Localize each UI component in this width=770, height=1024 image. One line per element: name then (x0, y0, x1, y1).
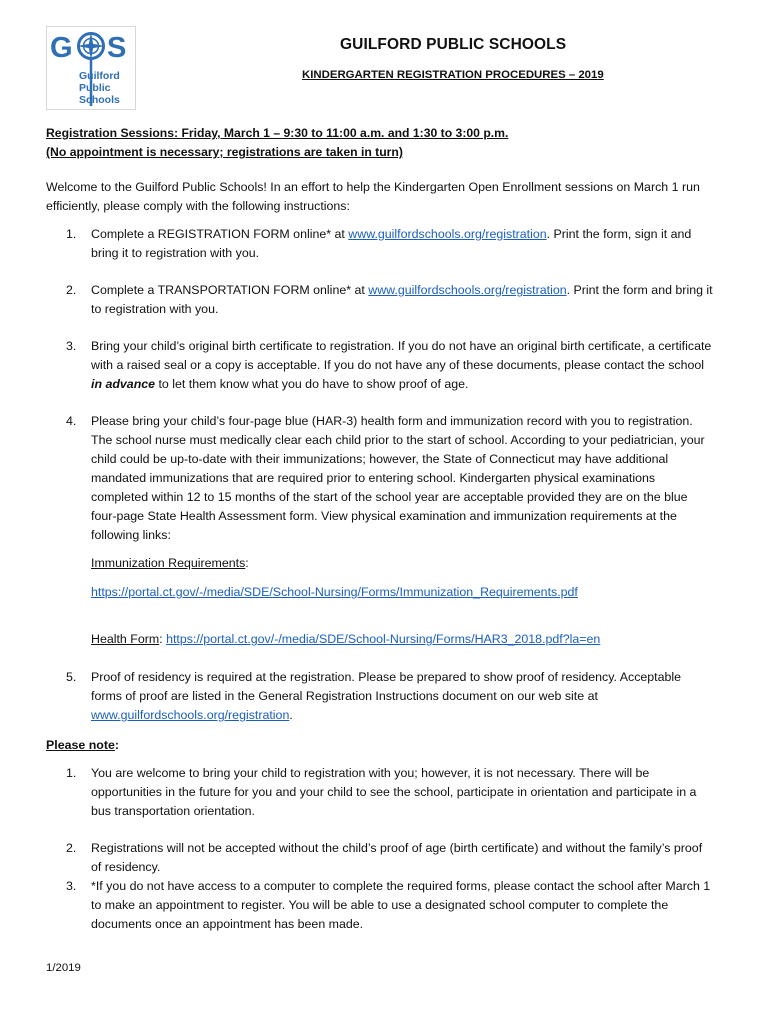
registration-link[interactable]: www.guilfordschools.org/registration (348, 227, 547, 241)
logo-line-3: Schools (79, 94, 120, 106)
item-number: 1. (66, 766, 77, 780)
item-text-end: . Print the form, sign it and bring it to registration with you. (91, 227, 692, 260)
item-text: Bring your child’s original birth certificate to registration. If you do not have an original birth certificate, a certificate with a raised seal or a copy is acceptable. If you do not have any of these documents, please contact the school (91, 339, 712, 372)
immunization-link-line (91, 583, 721, 602)
instruction-item-1 (66, 225, 714, 263)
sessions-line-2: (No appointment is necessary; registrations are taken in turn) (46, 145, 403, 159)
immunization-colon: : (245, 556, 249, 570)
item-text: *If you do not have access to a computer to complete the required forms, please contact the school after March 1 to make an appointment to register. You will be able to use a designated school computer to complete the documents once an appointment has been made. (91, 879, 711, 931)
instruction-item-2 (66, 281, 714, 319)
item-number: 2. (66, 841, 77, 855)
note-item-3 (66, 877, 714, 934)
item-number: 5. (66, 670, 77, 684)
item-text: Proof of residency is required at the registration. Please be prepared to show proof of residency. Acceptable forms of proof are listed in the General Registration Instructions document on our web site at (91, 670, 682, 703)
item-number: 2. (66, 283, 77, 297)
please-note-label: Please note (46, 738, 115, 752)
health-form-label: Health Form (91, 632, 160, 646)
note-item-2 (66, 839, 714, 877)
item-text-end: to let them know what you do have to show proof of age. (155, 377, 469, 391)
item-number: 1. (66, 227, 77, 241)
item-text: Please bring your child’s four-page blue (HAR-3) health form and immunization record with you to registration. The school nurse must medically clear each child prior to the start of school. According to your pediatrician, your child could be up-to-date with their immunizations; however, the State of Connecticut may have additional mandated immunizations that are required prior to entering school. Kindergarten physical examinations completed within 12 to 15 months of the start of the school year are acceptable provided they are on the blue four-page State Health Assessment form. View physical examination and immunization requirements at the following links: (91, 414, 705, 542)
instruction-item-5 (66, 668, 714, 725)
note-item-1 (66, 764, 714, 821)
in-advance-emphasis: in advance (91, 377, 156, 391)
immunization-label-line (91, 554, 721, 573)
please-note-colon: : (114, 738, 120, 752)
health-form-line (91, 630, 721, 649)
please-note-heading (46, 738, 119, 752)
item-text-end: . (289, 708, 293, 722)
sessions-line-1: Registration Sessions: Friday, March 1 – 9:30 to 11:00 a.m. and 1:30 to 3:00 p.m. (46, 126, 509, 140)
instruction-item-4 (66, 412, 714, 545)
transportation-link[interactable]: www.guilfordschools.org/registration (368, 283, 567, 297)
item-text: Complete a TRANSPORTATION FORM online* at (91, 283, 369, 297)
page-subtitle: KINDERGARTEN REGISTRATION PROCEDURES – 2019 (302, 69, 604, 81)
item-number: 3. (66, 879, 77, 893)
logo-line-1: Guilford (79, 70, 120, 82)
logo-line-2: Public (79, 82, 111, 94)
logo-letter-g: G (50, 32, 73, 64)
instruction-item-3 (66, 337, 714, 394)
footer-date: 1/2019 (46, 962, 81, 974)
logo-letter-s: S (107, 32, 127, 64)
item-number: 4. (66, 414, 77, 428)
registration-sessions (46, 124, 508, 162)
item-text: Registrations will not be accepted without the child’s proof of age (birth certificate) and without the family’s proof of residency. (91, 841, 703, 874)
item-number: 3. (66, 339, 77, 353)
item-text: Complete a REGISTRATION FORM online* at (91, 227, 349, 241)
health-colon: : (159, 632, 167, 646)
guilford-logo (46, 26, 136, 110)
residency-link[interactable]: www.guilfordschools.org/registration (91, 708, 290, 722)
item-text: You are welcome to bring your child to registration with you; however, it is not necessary. There will be opportunities in the future for you and your child to see the school, participate in orientation and participate in a bus transportation orientation. (91, 766, 697, 818)
page-title: GUILFORD PUBLIC SCHOOLS (340, 36, 567, 53)
health-form-link[interactable]: https://portal.ct.gov/-/media/SDE/School-Nursing/Forms/HAR3_2018.pdf?la=en (166, 632, 601, 646)
immunization-label: Immunization Requirements (91, 556, 246, 570)
immunization-link[interactable]: https://portal.ct.gov/-/media/SDE/School-Nursing/Forms/Immunization_Requirements.pdf (91, 585, 578, 599)
intro-paragraph: Welcome to the Guilford Public Schools! In an effort to help the Kindergarten Open Enrollment sessions on March 1 run efficiently, please comply with the following instructions: (46, 180, 700, 213)
item-text-end: . Print the form and bring it to registration with you. (91, 283, 713, 316)
